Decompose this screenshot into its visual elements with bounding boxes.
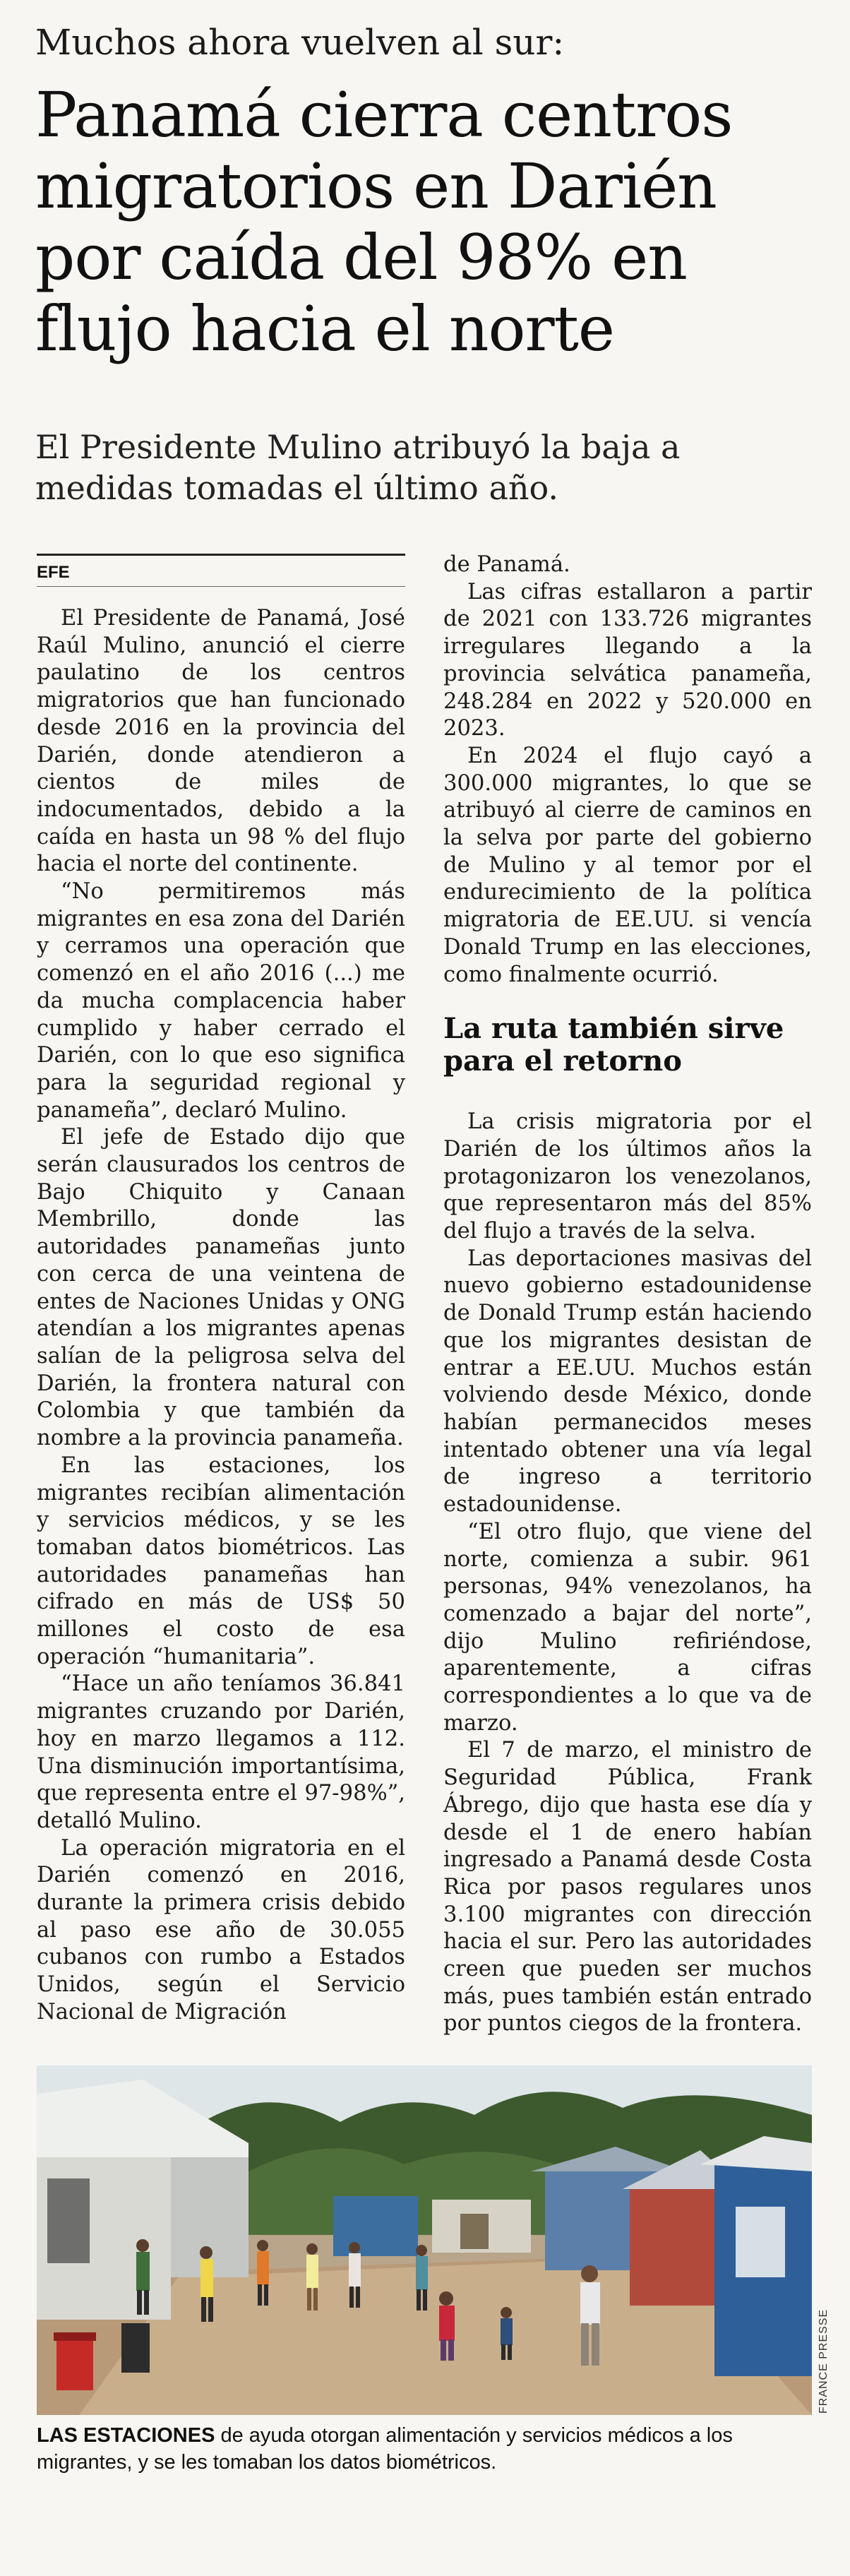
paragraph: El 7 de marzo, el ministro de Seguridad Pública, Frank Ábrego, dijo que hasta ese día y desde el 1 de enero habían ingresado a Panamá desde Costa Rica por pasos regulares unos 3.100 migrantes con dirección hacia el sur. Pero las autoridades creen que pueden ser muchos más, pues también están entrado por puntos ciegos de la frontera. [443, 1738, 812, 2037]
paragraph: “El otro flujo, que viene del norte, comienza a subir. 961 personas, 94% venezolanos, ha comenzado a bajar del norte”, dijo Mulino refiriéndose, aparentemente, a cifras correspondientes a lo que va de marzo. [443, 1519, 812, 1736]
kicker: Muchos ahora vuelven al sur: [35, 22, 565, 63]
caption-lead: LAS ESTACIONES [37, 2424, 215, 2447]
byline-rule [37, 554, 405, 556]
byline-divider [37, 586, 405, 587]
paragraph: “Hace un año teníamos 36.841 migrantes cruzando por Darién, hoy en marzo llegamos a 112. Una disminución importantísima, que representa entre el 97-98%”, detalló Mulino. [37, 1671, 405, 1833]
photo-credit: FRANCE PRESSE [818, 2308, 830, 2414]
paragraph: El jefe de Estado dijo que serán clausurados los centros de Bajo Chiquito y Canaan Membrillo, donde las autoridades panameñas junto con cerca de una veintena de entes de Naciones Unidas y ONG atendían a los migrantes apenas salían de la peligrosa selva del Darién, la frontera natural con Colombia y que también da nombre a la provincia panameña. [37, 1125, 405, 1451]
paragraph: La crisis migratoria por el Darién de los últimos años la protagonizaron los venezolanos, que representaron más del 85% del flujo a través de la selva. [443, 1109, 812, 1244]
paragraph: En 2024 el flujo cayó a 300.000 migrantes, lo que se atribuyó al cierre de caminos en la selva por parte del gobierno de Mulino y al temor por el endurecimiento de la política migratoria de EE.UU. si vencía Donald Trump en las elecciones, como finalmente ocurrió. [443, 743, 812, 987]
subhead: La ruta también sirve para el retorno [443, 1012, 784, 1078]
caption-text: de ayuda otorgan alimentación y servicios médicos a los migrantes, y se les tomaban los datos biométricos. [37, 2424, 733, 2474]
paragraph: En las estaciones, los migrantes recibían alimentación y servicios médicos, y se les tomaban datos biométricos. Las autoridades panameñas han cifrado en más de US$ 50 millones el costo de esa operación “humanitaria”. [37, 1453, 405, 1669]
paragraph: La operación migratoria en el Darién comenzó en 2016, durante la primera crisis debido al paso ese año de 30.055 cubanos con rumbo a Estados Unidos, según el Servicio Nacional de Migración [37, 1835, 405, 2025]
paragraph: de Panamá. [443, 552, 570, 577]
byline: EFE [37, 563, 70, 582]
headline: Panamá cierra centros migratorios en Darién por caída del 98% en flujo hacia el norte [35, 78, 733, 365]
deck: El Presidente Mulino atribuyó la baja a medidas tomadas el último año. [35, 428, 681, 507]
paragraph: Las deportaciones masivas del nuevo gobierno estadounidense de Donald Trump están haciendo que los migrantes desistan de entrar a EE.UU. Muchos están volviendo desde México, donde habían permanecidos meses intentado obtener una vía legal de ingreso a territorio estadounidense. [443, 1246, 812, 1517]
paragraph: El Presidente de Panamá, José Raúl Mulino, anunció el cierre paulatino de los centros migratorios que han funcionado desde 2016 en la provincia del Darién, donde atendieron a cientos de miles de indocumentados, debido a la caída en hasta un 98 % del flujo hacia el norte del continente. [37, 606, 405, 877]
paragraph: “No permitiremos más migrantes en esa zona del Darién y cerramos una operación que comenzó en el año 2016 (...) me da mucha complacencia haber cumplido y haber cerrado el Darién, con lo que eso significa para la seguridad regional y panameña”, declaró Mulino. [37, 879, 405, 1123]
photo-caption [37, 2422, 813, 2476]
migrant-camp-photo [37, 2065, 812, 2415]
paragraph: Las cifras estallaron a partir de 2021 con 133.726 migrantes irregulares llegando a la provincia selvática panameña, 248.284 en 2022 y 520.000 en 2023. [443, 579, 812, 741]
article-column-2 [443, 551, 812, 2038]
article-column-1 [37, 605, 405, 2027]
